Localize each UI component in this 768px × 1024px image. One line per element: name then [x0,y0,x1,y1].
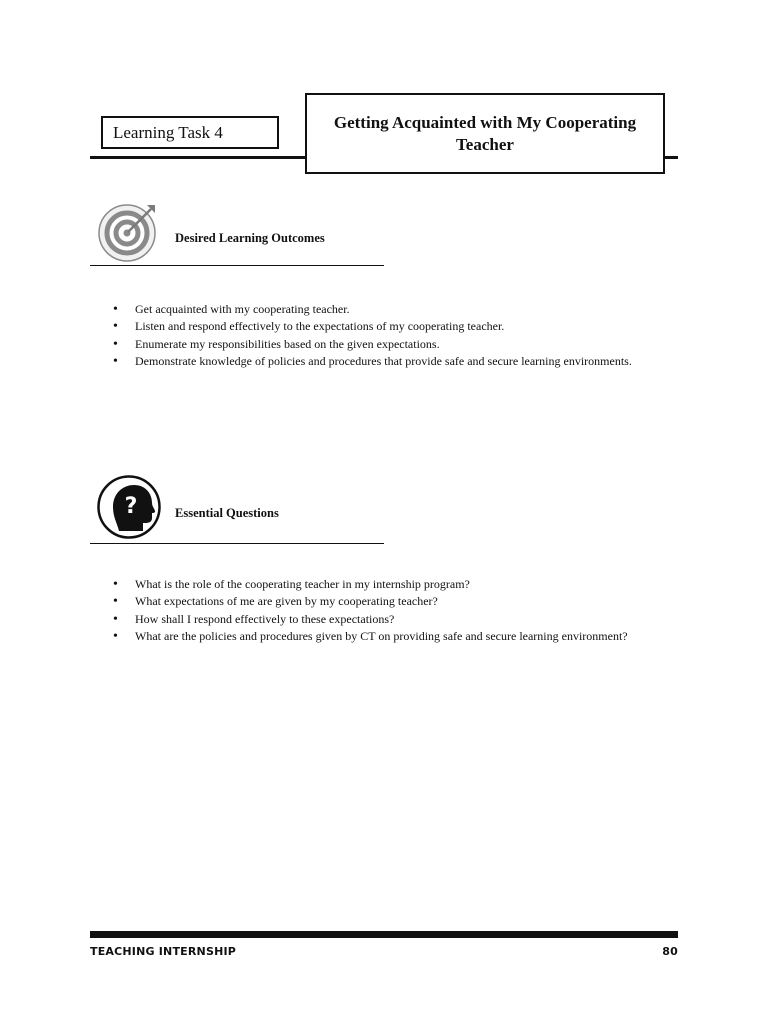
questions-rule [90,543,384,544]
list-item: • Demonstrate knowledge of policies and procedures that provide safe and secure learning environments. [113,353,677,370]
page-title-line-2: Teacher [456,134,514,154]
list-item: • How shall I respond effectively to these expectations? [113,611,677,628]
footer-title: TEACHING INTERNSHIP [90,945,237,958]
page-title-line-1: Getting Acquainted with My Cooperating [333,112,637,132]
outcomes-heading: Desired Learning Outcomes [175,231,325,245]
question-head-icon [97,475,161,539]
questions-heading: Essential Questions [175,506,279,520]
outcomes-list [113,301,677,370]
footer-rule [90,931,678,938]
page-number: 80 [662,945,678,958]
questions-list [113,576,677,645]
outcomes-rule [90,265,384,266]
list-item: • Listen and respond effectively to the expectations of my cooperating teacher. [113,318,677,335]
learning-task-label: Learning Task 4 [101,116,279,149]
target-icon [97,201,159,263]
svg-text:?: ? [124,494,138,519]
list-item: • What is the role of the cooperating teacher in my internship program? [113,576,677,593]
page-title [305,93,665,174]
list-item: • What are the policies and procedures given by CT on providing safe and secure learning environment? [113,628,677,645]
list-item: • Get acquainted with my cooperating teacher. [113,301,677,318]
list-item: • Enumerate my responsibilities based on the given expectations. [113,336,677,353]
list-item: • What expectations of me are given by my cooperating teacher? [113,593,677,610]
